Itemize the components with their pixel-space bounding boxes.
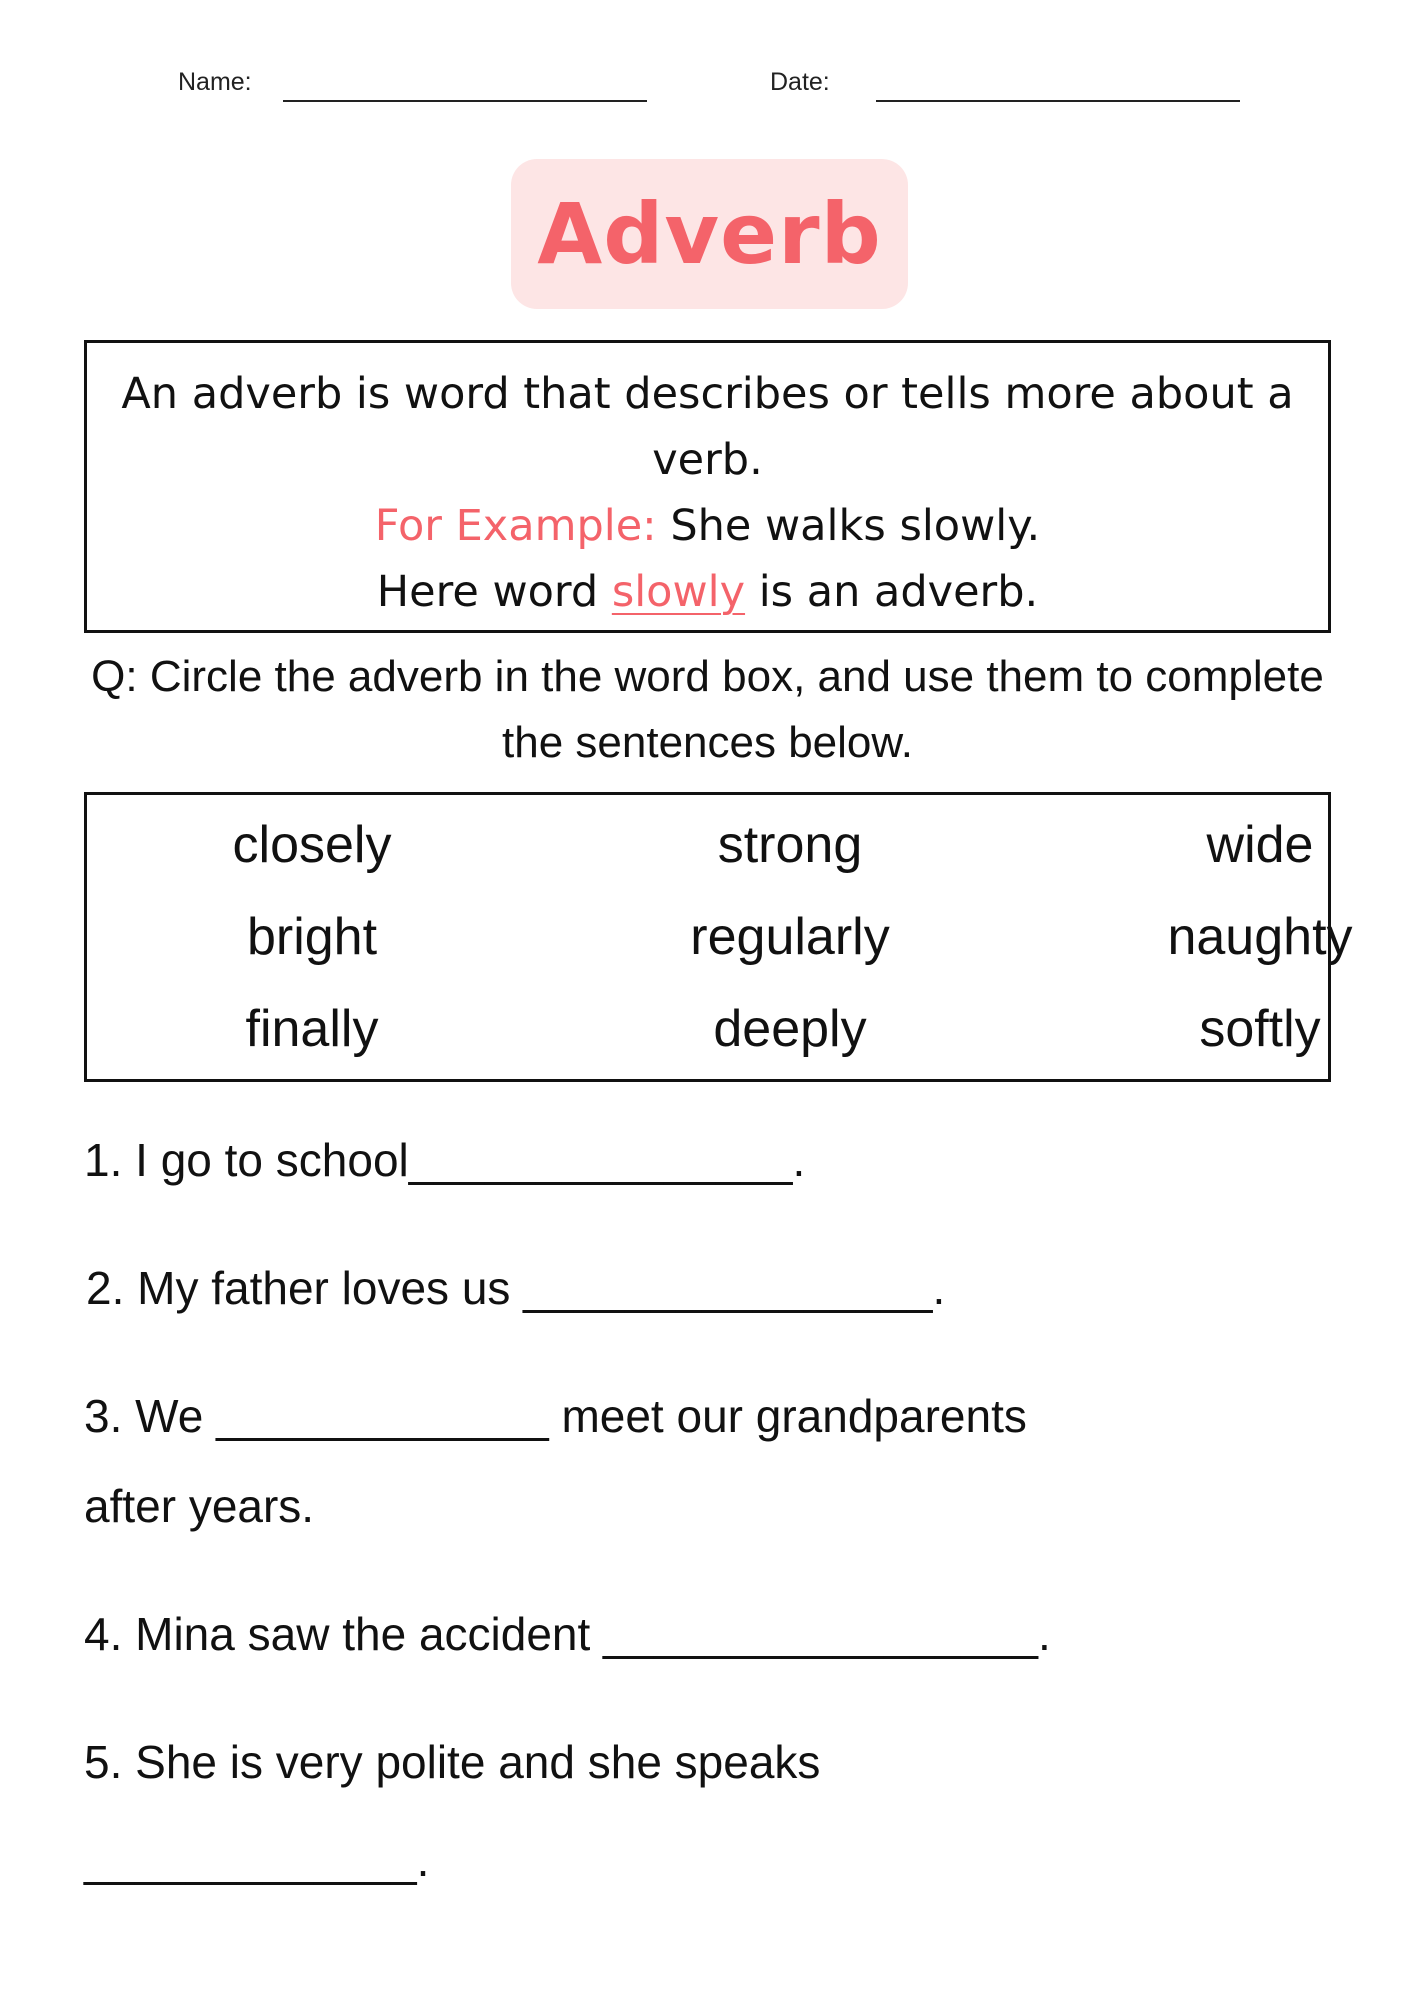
word-item[interactable]: softly (1199, 1000, 1321, 1058)
sentence-2[interactable]: 2. My father loves us ________________. (86, 1262, 946, 1314)
sentence-5: 5. She is very polite and she speaks (84, 1736, 821, 1788)
definition-box (84, 340, 1331, 633)
question-instruction: Q: Circle the adverb in the word box, and use them to complete the sentences below. (91, 652, 1324, 767)
explanation-line (87, 559, 1328, 625)
word-item[interactable]: strong (717, 816, 863, 874)
sentence-3-continued: after years. (84, 1480, 315, 1532)
explanation-prefix: Here word (376, 567, 599, 617)
explanation-suffix: is an adverb. (758, 567, 1039, 617)
word-item[interactable]: naughty (1167, 908, 1353, 966)
word-item[interactable]: finally (245, 1000, 379, 1058)
word-item[interactable]: deeply (713, 1000, 867, 1058)
word-item[interactable]: bright (246, 908, 378, 966)
name-blank-line[interactable] (283, 100, 647, 102)
title-badge (511, 159, 908, 309)
example-line (87, 493, 1328, 559)
definition-text: An adverb is word that describes or tells more about a verb. (121, 369, 1294, 485)
word-item[interactable]: wide (1206, 816, 1314, 874)
name-label: Name: (178, 68, 252, 96)
sentence-5-blank[interactable]: _____________. (84, 1834, 430, 1886)
example-label: For Example: (374, 501, 657, 551)
example-sentence: She walks slowly. (670, 501, 1041, 551)
word-item[interactable]: regularly (690, 908, 890, 966)
sentence-3[interactable]: 3. We _____________ meet our grandparents (84, 1390, 1027, 1442)
date-blank-line[interactable] (876, 100, 1240, 102)
word-item[interactable]: closely (232, 816, 392, 874)
word-box (84, 792, 1353, 1082)
sentence-4[interactable]: 4. Mina saw the accident _________________. (84, 1608, 1051, 1660)
highlight-word: slowly (611, 567, 746, 617)
sentence-1[interactable]: 1. I go to school_______________. (84, 1134, 806, 1186)
page-title: Adverb (537, 185, 882, 283)
date-label: Date: (770, 68, 830, 96)
